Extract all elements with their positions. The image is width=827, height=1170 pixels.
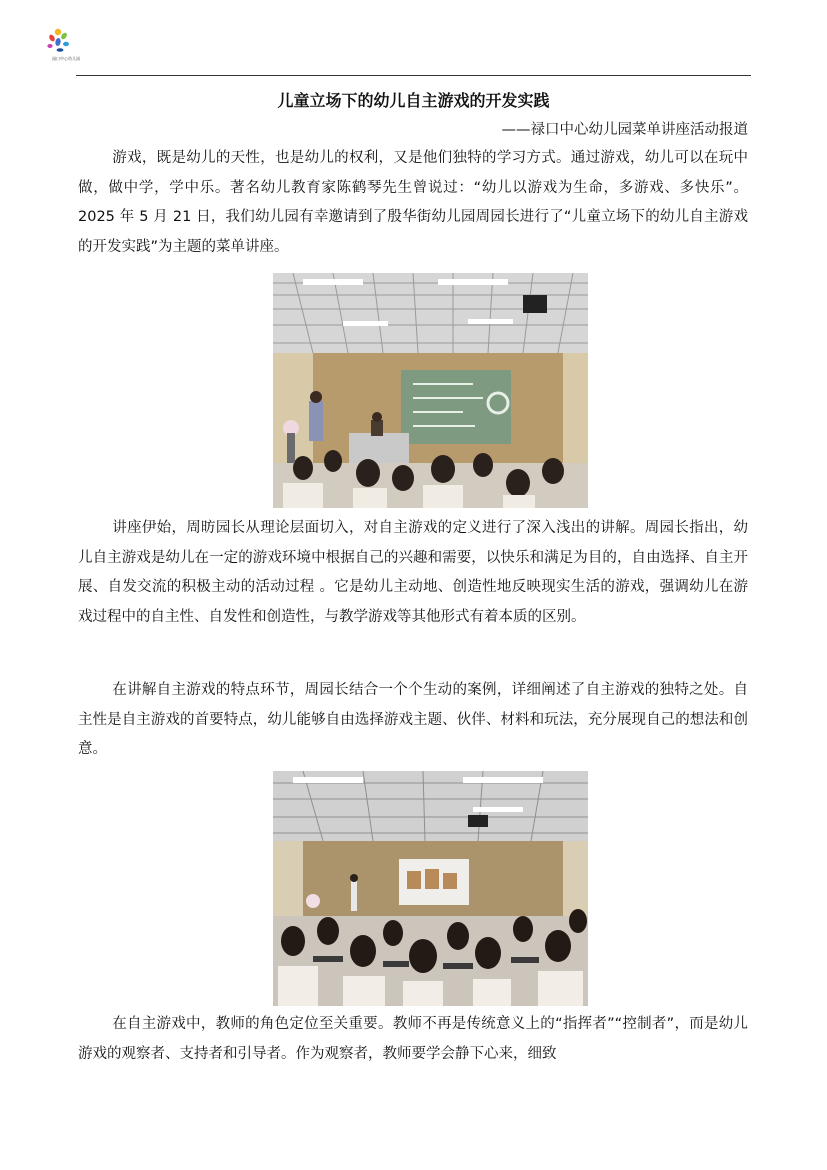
header-divider [76,75,751,76]
article-title: 儿童立场下的幼儿自主游戏的开发实践 [277,91,550,110]
paragraph-characteristics: 在讲解自主游戏的特点环节，周园长结合一个个生动的案例，详细阐述了自主游戏的独特之处。自主性是自主游戏的首要特点，幼儿能够自由选择游戏主题、伙伴、材料和玩法，充分展现自己的想法和创意。 [78,682,748,757]
logo-caption: 禄口中心幼儿园 [52,56,80,61]
lecture-photo-speaker-icon [273,273,588,508]
article-subtitle: ——禄口中心幼儿园菜单讲座活动报道 [501,122,748,138]
paragraph-definition: 讲座伊始，周昉园长从理论层面切入，对自主游戏的定义进行了深入浅出的讲解。周园长指出，幼儿自主游戏是幼儿在一定的游戏环境中根据自己的兴趣和需要，以快乐和满足为目的，自由选择、自主开展、自发交流的积极主动的活动过程 。它是幼儿主动地、创造性地反映现实生活的游戏，强调幼儿在游戏过程中的自主性、自发性和创造性，与教学游戏等其他形式有着本质的区别。 [78,520,748,625]
paragraph-teacher-role: 在自主游戏中，教师的角色定位至关重要。教师不再是传统意义上的“指挥者”“控制者”，而是幼儿游戏的观察者、支持者和引导者。作为观察者，教师要学会静下心来，细致 [78,1016,748,1062]
lecture-photo-audience-icon [273,771,588,1006]
paragraph-intro: 游戏，既是幼儿的天性，也是幼儿的权利，又是他们独特的学习方式。通过游戏，幼儿可以在玩中做，做中学，学中乐。著名幼儿教育家陈鹤琴先生曾说过：“幼儿以游戏为生命，多游戏、多快乐”。2025 年 5 月 21 日，我们幼儿园有幸邀请到了殷华街幼儿园周园长进行了“儿童立场下的幼儿自主游戏的开发实践”为主题的菜单讲座。 [78,150,748,255]
